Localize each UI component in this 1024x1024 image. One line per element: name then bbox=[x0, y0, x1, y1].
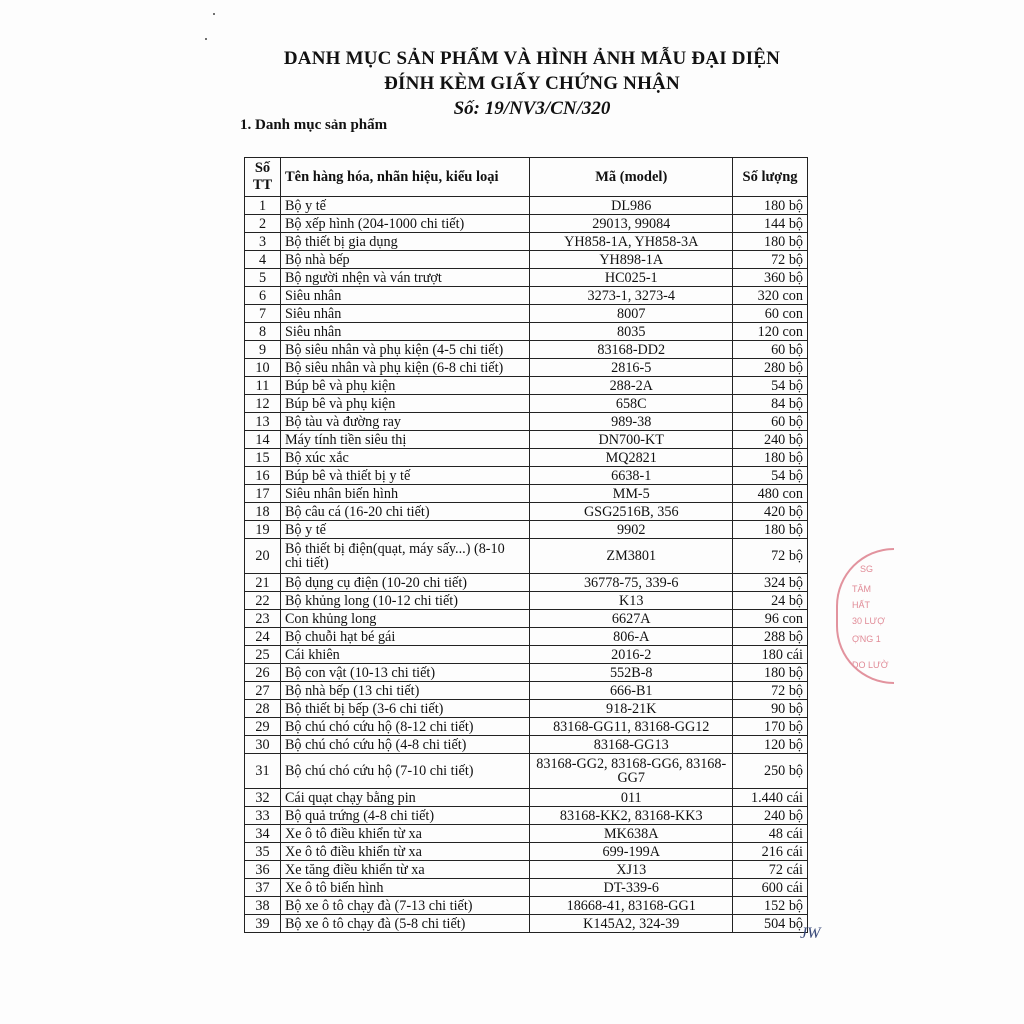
quantity-cell: 72 bộ bbox=[733, 251, 808, 269]
model-cell: 2816-5 bbox=[530, 359, 733, 377]
quantity-cell: 480 con bbox=[733, 485, 808, 503]
product-name-cell: Bộ tàu và đường ray bbox=[280, 413, 529, 431]
stamp-text: TÂM bbox=[852, 584, 871, 594]
product-name-cell: Bộ xe ô tô chạy đà (5-8 chi tiết) bbox=[280, 915, 529, 933]
product-name-cell: Bộ xếp hình (204-1000 chi tiết) bbox=[280, 215, 529, 233]
model-cell: 83168-GG11, 83168-GG12 bbox=[530, 718, 733, 736]
product-name-cell: Bộ xúc xắc bbox=[280, 449, 529, 467]
row-number-cell: 11 bbox=[245, 377, 281, 395]
table-row bbox=[245, 825, 808, 843]
model-cell: 806-A bbox=[530, 628, 733, 646]
quantity-cell: 120 con bbox=[733, 323, 808, 341]
table-row bbox=[245, 305, 808, 323]
table-row bbox=[245, 718, 808, 736]
model-cell: K145A2, 324-39 bbox=[530, 915, 733, 933]
product-rows bbox=[245, 197, 808, 933]
table-row bbox=[245, 754, 808, 789]
row-number-cell: 8 bbox=[245, 323, 281, 341]
table-row bbox=[245, 521, 808, 539]
quantity-cell: 180 bộ bbox=[733, 449, 808, 467]
model-cell: DT-339-6 bbox=[530, 879, 733, 897]
row-number-cell: 33 bbox=[245, 807, 281, 825]
quantity-cell: 180 bộ bbox=[733, 233, 808, 251]
row-number-cell: 26 bbox=[245, 664, 281, 682]
product-name-cell: Bộ thiết bị gia dụng bbox=[280, 233, 529, 251]
product-name-cell: Bộ thiết bị bếp (3-6 chi tiết) bbox=[280, 700, 529, 718]
model-cell: K13 bbox=[530, 592, 733, 610]
product-name-cell: Bộ người nhện và ván trượt bbox=[280, 269, 529, 287]
row-number-cell: 1 bbox=[245, 197, 281, 215]
row-number-cell: 30 bbox=[245, 736, 281, 754]
model-cell: 83168-GG2, 83168-GG6, 83168-GG7 bbox=[530, 754, 733, 789]
row-number-cell: 36 bbox=[245, 861, 281, 879]
product-name-cell: Siêu nhân bbox=[280, 287, 529, 305]
table-row bbox=[245, 341, 808, 359]
model-cell: YH858-1A, YH858-3A bbox=[530, 233, 733, 251]
row-number-cell: 15 bbox=[245, 449, 281, 467]
model-cell: 2016-2 bbox=[530, 646, 733, 664]
table-row bbox=[245, 861, 808, 879]
product-name-cell: Bộ y tế bbox=[280, 197, 529, 215]
table-row bbox=[245, 539, 808, 574]
row-number-cell: 37 bbox=[245, 879, 281, 897]
table-row bbox=[245, 485, 808, 503]
product-name-cell: Xe ô tô điều khiển từ xa bbox=[280, 825, 529, 843]
model-cell: 83168-KK2, 83168-KK3 bbox=[530, 807, 733, 825]
row-number-cell: 7 bbox=[245, 305, 281, 323]
row-number-cell: 31 bbox=[245, 754, 281, 789]
product-name-cell: Bộ khủng long (10-12 chi tiết) bbox=[280, 592, 529, 610]
model-cell: MQ2821 bbox=[530, 449, 733, 467]
model-cell: 989-38 bbox=[530, 413, 733, 431]
table-header-row bbox=[245, 158, 808, 197]
model-cell: GSG2516B, 356 bbox=[530, 503, 733, 521]
model-cell: ZM3801 bbox=[530, 539, 733, 574]
quantity-cell: 600 cái bbox=[733, 879, 808, 897]
model-cell: 288-2A bbox=[530, 377, 733, 395]
row-number-cell: 18 bbox=[245, 503, 281, 521]
product-name-cell: Bộ chú chó cứu hộ (7-10 chi tiết) bbox=[280, 754, 529, 789]
product-name-cell: Bộ chú chó cứu hộ (8-12 chi tiết) bbox=[280, 718, 529, 736]
table-row bbox=[245, 915, 808, 933]
quantity-cell: 72 bộ bbox=[733, 682, 808, 700]
row-number-cell: 32 bbox=[245, 789, 281, 807]
product-name-cell: Bộ con vật (10-13 chi tiết) bbox=[280, 664, 529, 682]
table-row bbox=[245, 574, 808, 592]
quantity-cell: 54 bộ bbox=[733, 467, 808, 485]
scan-speck bbox=[205, 38, 207, 40]
table-row bbox=[245, 897, 808, 915]
product-name-cell: Búp bê và phụ kiện bbox=[280, 377, 529, 395]
product-name-cell: Bộ chú chó cứu hộ (4-8 chi tiết) bbox=[280, 736, 529, 754]
row-number-cell: 38 bbox=[245, 897, 281, 915]
quantity-cell: 1.440 cái bbox=[733, 789, 808, 807]
model-cell: 8035 bbox=[530, 323, 733, 341]
table-row bbox=[245, 736, 808, 754]
table-row bbox=[245, 287, 808, 305]
table-row bbox=[245, 628, 808, 646]
model-cell: 011 bbox=[530, 789, 733, 807]
table-row bbox=[245, 395, 808, 413]
document-title: DANH MỤC SẢN PHẨM VÀ HÌNH ẢNH MẪU ĐẠI DIỆN bbox=[283, 48, 781, 69]
table-row bbox=[245, 377, 808, 395]
row-number-cell: 12 bbox=[245, 395, 281, 413]
row-number-cell: 23 bbox=[245, 610, 281, 628]
table-row bbox=[245, 700, 808, 718]
row-number-cell: 24 bbox=[245, 628, 281, 646]
quantity-cell: 324 bộ bbox=[733, 574, 808, 592]
table-row bbox=[245, 664, 808, 682]
row-number-cell: 35 bbox=[245, 843, 281, 861]
model-cell: 6627A bbox=[530, 610, 733, 628]
model-cell: DN700-KT bbox=[530, 431, 733, 449]
quantity-cell: 60 con bbox=[733, 305, 808, 323]
row-number-cell: 3 bbox=[245, 233, 281, 251]
table-row bbox=[245, 431, 808, 449]
row-number-cell: 27 bbox=[245, 682, 281, 700]
model-cell: 699-199A bbox=[530, 843, 733, 861]
quantity-cell: 250 bộ bbox=[733, 754, 808, 789]
quantity-cell: 180 bộ bbox=[733, 197, 808, 215]
row-number-cell: 5 bbox=[245, 269, 281, 287]
table-row bbox=[245, 413, 808, 431]
product-name-cell: Bộ dụng cụ điện (10-20 chi tiết) bbox=[280, 574, 529, 592]
row-number-cell: 34 bbox=[245, 825, 281, 843]
row-number-cell: 28 bbox=[245, 700, 281, 718]
quantity-cell: 180 bộ bbox=[733, 521, 808, 539]
table-row bbox=[245, 843, 808, 861]
stamp-text: 30 LƯỢ bbox=[852, 616, 885, 626]
product-name-cell: Cái khiên bbox=[280, 646, 529, 664]
quantity-cell: 54 bộ bbox=[733, 377, 808, 395]
product-name-cell: Xe ô tô điều khiển từ xa bbox=[280, 843, 529, 861]
model-cell: 3273-1, 3273-4 bbox=[530, 287, 733, 305]
quantity-cell: 180 bộ bbox=[733, 664, 808, 682]
table-row bbox=[245, 449, 808, 467]
product-name-cell: Máy tính tiền siêu thị bbox=[280, 431, 529, 449]
table-row bbox=[245, 879, 808, 897]
table-row bbox=[245, 197, 808, 215]
quantity-cell: 360 bộ bbox=[733, 269, 808, 287]
table-row bbox=[245, 251, 808, 269]
quantity-cell: 84 bộ bbox=[733, 395, 808, 413]
column-header-name: Tên hàng hóa, nhãn hiệu, kiểu loại bbox=[280, 158, 529, 197]
table-row bbox=[245, 467, 808, 485]
row-number-cell: 29 bbox=[245, 718, 281, 736]
red-stamp bbox=[836, 548, 894, 684]
quantity-cell: 170 bộ bbox=[733, 718, 808, 736]
column-header-stt: Số TT bbox=[245, 158, 281, 197]
product-name-cell: Bộ chuỗi hạt bé gái bbox=[280, 628, 529, 646]
product-name-cell: Siêu nhân bbox=[280, 305, 529, 323]
table-row bbox=[245, 323, 808, 341]
table-row bbox=[245, 610, 808, 628]
product-name-cell: Bộ thiết bị điện(quạt, máy sấy...) (8-10 chi tiết) bbox=[280, 539, 529, 574]
table-row bbox=[245, 682, 808, 700]
quantity-cell: 96 con bbox=[733, 610, 808, 628]
quantity-cell: 288 bộ bbox=[733, 628, 808, 646]
table-row bbox=[245, 807, 808, 825]
quantity-cell: 90 bộ bbox=[733, 700, 808, 718]
product-name-cell: Bộ xe ô tô chạy đà (7-13 chi tiết) bbox=[280, 897, 529, 915]
model-cell: 83168-DD2 bbox=[530, 341, 733, 359]
scan-speck bbox=[213, 13, 215, 15]
quantity-cell: 72 bộ bbox=[733, 539, 808, 574]
model-cell: YH898-1A bbox=[530, 251, 733, 269]
product-name-cell: Búp bê và thiết bị y tế bbox=[280, 467, 529, 485]
product-name-cell: Bộ y tế bbox=[280, 521, 529, 539]
row-number-cell: 13 bbox=[245, 413, 281, 431]
quantity-cell: 48 cái bbox=[733, 825, 808, 843]
quantity-cell: 144 bộ bbox=[733, 215, 808, 233]
row-number-cell: 21 bbox=[245, 574, 281, 592]
quantity-cell: 504 bộ bbox=[733, 915, 808, 933]
quantity-cell: 216 cái bbox=[733, 843, 808, 861]
model-cell: 658C bbox=[530, 395, 733, 413]
row-number-cell: 22 bbox=[245, 592, 281, 610]
model-cell: 83168-GG13 bbox=[530, 736, 733, 754]
model-cell: 9902 bbox=[530, 521, 733, 539]
product-name-cell: Búp bê và phụ kiện bbox=[280, 395, 529, 413]
stamp-text: HẤT bbox=[852, 600, 870, 610]
quantity-cell: 240 bộ bbox=[733, 431, 808, 449]
product-name-cell: Bộ siêu nhân và phụ kiện (6-8 chi tiết) bbox=[280, 359, 529, 377]
model-cell: 666-B1 bbox=[530, 682, 733, 700]
model-cell: 6638-1 bbox=[530, 467, 733, 485]
row-number-cell: 25 bbox=[245, 646, 281, 664]
quantity-cell: 60 bộ bbox=[733, 413, 808, 431]
model-cell: MM-5 bbox=[530, 485, 733, 503]
model-cell: 8007 bbox=[530, 305, 733, 323]
quantity-cell: 72 cái bbox=[733, 861, 808, 879]
model-cell: 29013, 99084 bbox=[530, 215, 733, 233]
row-number-cell: 9 bbox=[245, 341, 281, 359]
row-number-cell: 14 bbox=[245, 431, 281, 449]
certificate-number: Số: 19/NV3/CN/320 bbox=[453, 98, 611, 119]
quantity-cell: 320 con bbox=[733, 287, 808, 305]
quantity-cell: 240 bộ bbox=[733, 807, 808, 825]
row-number-cell: 16 bbox=[245, 467, 281, 485]
model-cell: DL986 bbox=[530, 197, 733, 215]
row-number-cell: 2 bbox=[245, 215, 281, 233]
table-row bbox=[245, 215, 808, 233]
table-row bbox=[245, 359, 808, 377]
row-number-cell: 19 bbox=[245, 521, 281, 539]
product-name-cell: Bộ siêu nhân và phụ kiện (4-5 chi tiết) bbox=[280, 341, 529, 359]
product-name-cell: Siêu nhân bbox=[280, 323, 529, 341]
stamp-text: DO LƯỜ bbox=[852, 660, 889, 670]
model-cell: XJ13 bbox=[530, 861, 733, 879]
product-name-cell: Xe ô tô biến hình bbox=[280, 879, 529, 897]
section-heading: 1. Danh mục sản phẩm bbox=[240, 117, 388, 133]
product-name-cell: Bộ nhà bếp (13 chi tiết) bbox=[280, 682, 529, 700]
quantity-cell: 280 bộ bbox=[733, 359, 808, 377]
model-cell: 552B-8 bbox=[530, 664, 733, 682]
table-row bbox=[245, 269, 808, 287]
title-block bbox=[0, 46, 1024, 121]
table-row bbox=[245, 646, 808, 664]
document-subtitle: ĐÍNH KÈM GIẤY CHỨNG NHẬN bbox=[384, 73, 680, 94]
table-row bbox=[245, 503, 808, 521]
model-cell: HC025-1 bbox=[530, 269, 733, 287]
model-cell: 918-21K bbox=[530, 700, 733, 718]
stamp-text: ỢNG 1 bbox=[852, 634, 881, 644]
table-row bbox=[245, 789, 808, 807]
model-cell: 36778-75, 339-6 bbox=[530, 574, 733, 592]
row-number-cell: 4 bbox=[245, 251, 281, 269]
handwritten-initials: JW bbox=[800, 925, 821, 942]
product-name-cell: Bộ quả trứng (4-8 chi tiết) bbox=[280, 807, 529, 825]
product-table bbox=[244, 157, 808, 933]
row-number-cell: 20 bbox=[245, 539, 281, 574]
product-name-cell: Bộ nhà bếp bbox=[280, 251, 529, 269]
table-row bbox=[245, 592, 808, 610]
product-name-cell: Xe tăng điều khiển từ xa bbox=[280, 861, 529, 879]
quantity-cell: 60 bộ bbox=[733, 341, 808, 359]
quantity-cell: 180 cái bbox=[733, 646, 808, 664]
model-cell: 18668-41, 83168-GG1 bbox=[530, 897, 733, 915]
row-number-cell: 6 bbox=[245, 287, 281, 305]
row-number-cell: 10 bbox=[245, 359, 281, 377]
column-header-model: Mã (model) bbox=[530, 158, 733, 197]
product-name-cell: Siêu nhân biến hình bbox=[280, 485, 529, 503]
product-name-cell: Bộ câu cá (16-20 chi tiết) bbox=[280, 503, 529, 521]
quantity-cell: 152 bộ bbox=[733, 897, 808, 915]
row-number-cell: 39 bbox=[245, 915, 281, 933]
product-name-cell: Cái quạt chạy bằng pin bbox=[280, 789, 529, 807]
stamp-text: SG bbox=[860, 564, 874, 574]
model-cell: MK638A bbox=[530, 825, 733, 843]
quantity-cell: 120 bộ bbox=[733, 736, 808, 754]
product-name-cell: Con khủng long bbox=[280, 610, 529, 628]
quantity-cell: 24 bộ bbox=[733, 592, 808, 610]
table-row bbox=[245, 233, 808, 251]
column-header-quantity: Số lượng bbox=[733, 158, 808, 197]
row-number-cell: 17 bbox=[245, 485, 281, 503]
quantity-cell: 420 bộ bbox=[733, 503, 808, 521]
